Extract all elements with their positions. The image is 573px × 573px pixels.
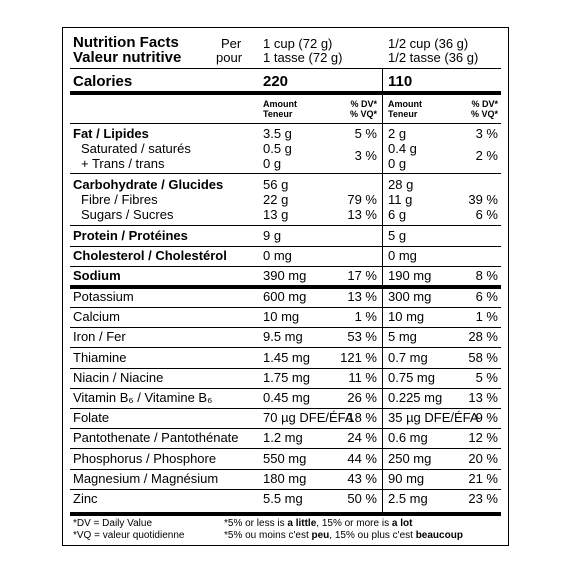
sugar-pct-1: 13 % [347,207,377,222]
sugars-label: Sugars / Sucres [81,207,174,222]
amount-label-2: Amount [388,99,422,109]
protein-label: Protein / Protéines [73,228,188,243]
nutrient-amount-2: 300 mg [388,289,432,304]
nutrient-amount-1: 10 mg [263,309,300,324]
trans-label: + Trans / trans [81,156,165,171]
nutrient-pct-2: 28 % [468,329,498,344]
nutrient-amount-1: 180 mg [263,471,307,486]
nutrient-amount-1: 0.45 mg [263,390,310,405]
serving-1-en: 1 cup (72 g) [263,36,333,51]
divider [70,173,501,174]
trans-value-1: 0 g [263,156,282,171]
nutrient-amount-2: 2.5 mg [388,491,428,506]
serving-2-en: 1/2 cup (36 g) [388,36,469,51]
nutrient-pct-2: 5 % [475,370,498,385]
fat-value-1: 3.5 g [263,126,292,141]
nutrient-pct-1: 24 % [347,430,377,445]
nutrient-pct-1: 18 % [347,410,377,425]
saturated-label: Saturated / saturés [81,141,191,156]
nutrient-amount-1: 5.5 mg [263,491,303,506]
amount-label-1: Amount [263,99,297,109]
fat-pct-2: 3 % [475,126,498,141]
nutrient-pct-1: 1 % [354,309,377,324]
carb-value-1: 56 g [263,177,289,192]
nutrient-pct-1: 26 % [347,390,377,405]
fat-pct-1: 5 % [354,126,377,141]
carb-value-2: 28 g [388,177,414,192]
teneur-label-2: Teneur [388,109,418,119]
title-fr: Valeur nutritive [73,49,182,66]
fibre-pct-1: 79 % [347,192,377,207]
pour-label: pour [216,50,243,65]
nutrient-pct-2: 6 % [475,289,498,304]
title-en: Nutrition Facts [73,34,179,51]
serving-2-fr: 1/2 tasse (36 g) [388,50,479,65]
nutrient-pct-2: 20 % [468,451,498,466]
nutrient-label: Iron / Fer [73,329,126,344]
sodium-pct-1: 17 % [347,268,377,283]
nutrient-pct-2: 13 % [468,390,498,405]
trans-value-2: 0 g [388,156,407,171]
nutrient-label: Niacin / Niacine [73,370,164,385]
nutrient-pct-2: 21 % [468,471,498,486]
sodium-pct-2: 8 % [475,268,498,283]
divider [70,469,501,470]
footnote-en: *5% or less is a little, 15% or more is a lot [224,518,413,529]
nutrient-amount-1: 9.5 mg [263,329,303,344]
sodium-label: Sodium [73,268,121,283]
divider [70,388,501,389]
serving-1-fr: 1 tasse (72 g) [263,50,343,65]
nutrient-label: Potassium [73,289,134,304]
nutrient-label: Vitamin B₆ / Vitamine B₆ [73,390,213,405]
nutrient-pct-1: 50 % [347,491,377,506]
vq-definition: *VQ = valeur quotidienne [73,530,185,541]
calories-value-1: 220 [263,73,289,90]
nutrient-pct-1: 44 % [347,451,377,466]
fat-label: Fat / Lipides [73,126,149,141]
divider [70,347,501,348]
nutrient-amount-2: 35 µg DFE/ÉFA [388,410,479,425]
nutrient-amount-1: 1.2 mg [263,430,303,445]
dv-definition: *DV = Daily Value [73,518,153,529]
nutrient-pct-1: 43 % [347,471,377,486]
nutrient-amount-2: 0.75 mg [388,370,435,385]
thick-divider [70,91,501,95]
nutrient-pct-2: 23 % [468,491,498,506]
nutrient-amount-2: 90 mg [388,471,425,486]
fibre-value-2: 11 g [388,192,413,207]
cholesterol-label: Cholesterol / Cholestérol [73,248,227,263]
nutrient-label: Folate [73,410,110,425]
sat-pct-2: 2 % [475,148,498,163]
divider [70,448,501,449]
dv-label-1: % DV* [350,99,377,109]
divider [70,408,501,409]
calories-value-2: 110 [388,73,413,90]
fat-value-2: 2 g [388,126,407,141]
nutrient-label: Zinc [73,491,98,506]
per-label: Per [221,36,242,51]
sat-value-1: 0.5 g [263,141,292,156]
nutrient-amount-2: 0.6 mg [388,430,428,445]
divider [70,68,501,69]
nutrient-amount-1: 600 mg [263,289,307,304]
nutrient-label: Calcium [73,309,120,324]
fibre-pct-2: 39 % [468,192,498,207]
nutrient-amount-1: 1.75 mg [263,370,310,385]
nutrient-amount-2: 0.7 mg [388,350,428,365]
fibre-label: Fibre / Fibres [81,192,158,207]
nutrient-amount-1: 70 µg DFE/ÉFA [263,410,354,425]
divider [70,266,501,267]
cholesterol-value-2: 0 mg [388,248,417,263]
sat-pct-1: 3 % [354,148,377,163]
protein-value-2: 5 g [388,228,407,243]
nutrient-amount-1: 550 mg [263,451,307,466]
dv-label-2: % DV* [471,99,498,109]
nutrient-pct-1: 11 % [348,370,377,385]
nutrient-label: Thiamine [73,350,127,365]
sat-value-2: 0.4 g [388,141,417,156]
divider [70,307,501,308]
divider [70,428,501,429]
nutrient-pct-2: 1 % [475,309,498,324]
divider [70,225,501,226]
nutrient-pct-2: 9 % [475,410,498,425]
nutrient-pct-1: 121 % [340,350,377,365]
nutrient-amount-2: 10 mg [388,309,425,324]
nutrient-amount-2: 5 mg [388,329,417,344]
protein-value-1: 9 g [263,228,282,243]
sodium-value-1: 390 mg [263,268,307,283]
nutrition-facts-panel [62,27,509,546]
nutrient-label: Magnesium / Magnésium [73,471,219,486]
cholesterol-value-1: 0 mg [263,248,292,263]
sugar-value-1: 13 g [263,207,289,222]
divider [70,246,501,247]
divider [70,368,501,369]
nutrient-pct-1: 13 % [347,289,377,304]
fibre-value-1: 22 g [263,192,289,207]
nutrient-label: Phosphorus / Phosphore [73,451,217,466]
vq-label-1: % VQ* [349,109,377,119]
footnote-fr: *5% ou moins c'est peu, 15% ou plus c'est beaucoup [224,530,463,541]
calories-label: Calories [73,73,133,90]
nutrient-pct-1: 53 % [347,329,377,344]
nutrient-amount-2: 250 mg [388,451,432,466]
vq-label-2: % VQ* [470,109,498,119]
nutrient-pct-2: 58 % [468,350,498,365]
divider [70,123,501,124]
teneur-label-1: Teneur [263,109,293,119]
carb-label: Carbohydrate / Glucides [73,177,224,192]
nutrient-label: Pantothenate / Pantothénate [73,430,239,445]
nutrient-amount-1: 1.45 mg [263,350,310,365]
nutrient-amount-2: 0.225 mg [388,390,443,405]
divider [70,489,501,490]
thick-divider [70,512,501,516]
sodium-value-2: 190 mg [388,268,432,283]
divider [70,327,501,328]
nutrient-pct-2: 12 % [468,430,498,445]
column-separator [382,68,383,512]
sugar-value-2: 6 g [388,207,407,222]
sugar-pct-2: 6 % [475,207,498,222]
